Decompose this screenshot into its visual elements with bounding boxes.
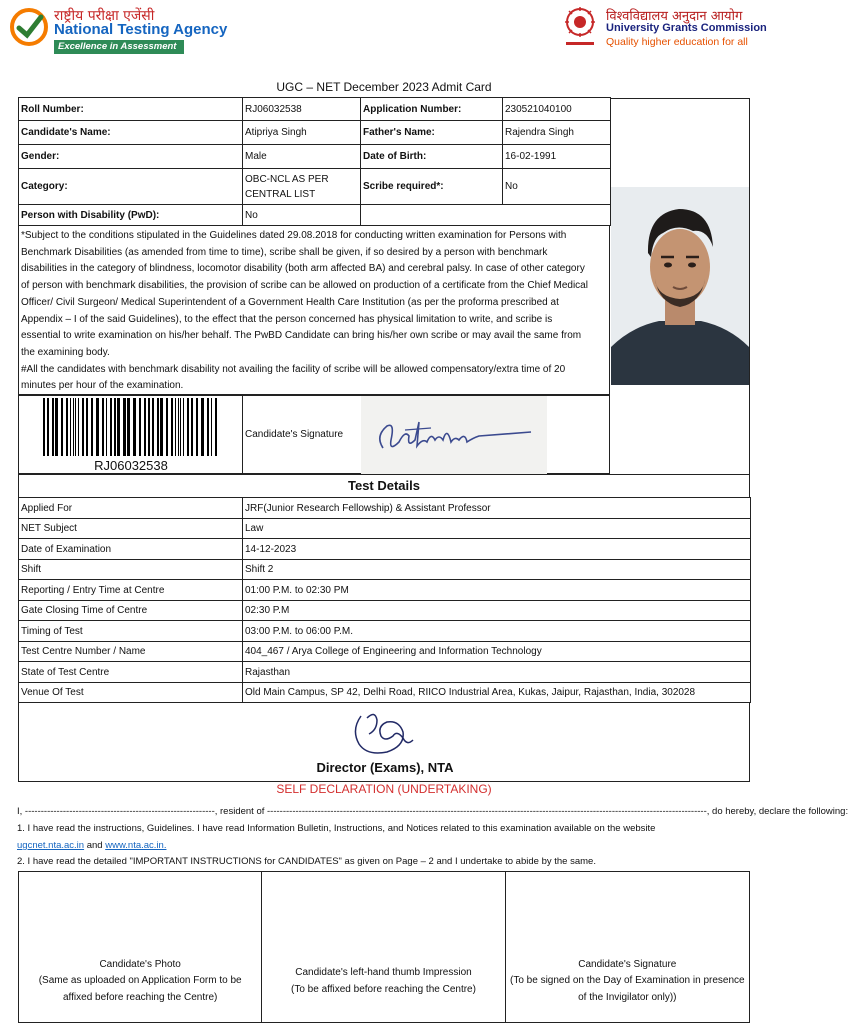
signature-box-line-2: (To be signed on the Day of Examination in presence [510,975,745,986]
ugc-logo [562,6,767,52]
thumb-impression-box [262,872,505,1022]
table-row [19,560,751,580]
test-detail-label: Date of Examination [19,539,243,560]
test-detail-value: 14-12-2023 [243,539,751,560]
nta-logo [10,4,228,56]
candidate-name-label: Candidate's Name: [19,121,243,145]
note-line: Appendix – I of the said Guidelines), to the effect that the person concerned has physical limitation to write, and scribe is [21,313,553,325]
barcode-number: RJ06032538 [94,458,168,473]
test-detail-value: 03:00 P.M. to 06:00 P.M. [243,621,751,642]
candidate-photo-icon [611,187,749,385]
affix-boxes [18,871,750,1023]
photo-box-line-1: Candidate's Photo [99,958,181,970]
nta-name: National Testing Agency [54,21,228,38]
category-line-2: CENTRAL LIST [245,188,316,200]
table-row [19,539,751,560]
empty-cell [361,205,611,226]
table-row [19,98,611,121]
note-line: Benchmark Disabilities (as amended from time to time), scribe shall be given, if so desired by a person with benchmark [21,246,548,258]
father-name-value: Rajendra Singh [503,121,611,145]
nta-emblem-icon [10,8,48,46]
note-line: Officer/ Civil Surgeon/ Medical Superintendent of a Government Health Care Institution (as per the proforma prescribed at [21,296,559,308]
signature-box-label [506,957,749,1007]
director-signature-icon [347,706,417,760]
candidate-photo-box [19,872,262,1022]
table-row [19,683,751,703]
declaration-line-2: 2. I have read the detailed "IMPORTANT INSTRUCTIONS for CANDIDATES" as given on Page – 2 and I undertake to abide by the same. [17,856,596,867]
ugcnet-link[interactable]: ugcnet.nta.ac.in [17,840,85,851]
photo-box-label [19,957,261,1007]
category-label: Category: [19,169,243,205]
test-detail-label: Timing of Test [19,621,243,642]
table-row [19,662,751,683]
director-label: Director (Exams), NTA [316,760,454,775]
test-detail-label: NET Subject [19,519,243,539]
note-line: the examining body. [21,346,110,358]
roll-number-value: RJ06032538 [243,98,361,121]
ugc-name: University Grants Commission [606,22,767,34]
test-details-table [18,497,751,703]
gender-value: Male [243,145,361,169]
self-declaration-title: SELF DECLARATION (UNDERTAKING) [276,782,492,796]
table-row [19,169,611,205]
table-row [19,145,611,169]
test-detail-value: 01:00 P.M. to 02:30 PM [243,580,751,601]
note-line: of person with benchmark disabilities, the provision of scribe can be allowed on production of a certificate from the Chief Medical [21,280,588,292]
table-row [19,519,751,539]
ugc-tagline: Quality higher education for all [606,36,748,48]
father-name-label: Father's Name: [361,121,503,145]
signature-box-line-1: Candidate's Signature [578,958,677,970]
admit-card-title: UGC – NET December 2023 Admit Card [276,80,492,94]
thumb-box-line-2: (To be affixed before reaching the Centre) [291,983,476,995]
note-line: *Subject to the conditions stipulated in the Guidelines dated 29.08.2018 for conducting written examination for Persons with [21,230,567,241]
roll-number-label: Roll Number: [19,98,243,121]
table-row [19,205,611,226]
ugc-hindi-name: विश्वविद्यालय अनुदान आयोग [606,9,743,24]
test-detail-value: Law [243,519,751,539]
declaration-line-1: 1. I have read the instructions, Guidelines. I have read Information Bulletin, Instructions, and Notices related to this examination available on the website [17,823,656,834]
dob-value: 16-02-1991 [503,145,611,169]
candidate-signature-image [361,396,547,474]
note-line: disabilities in the category of blindness, locomotor disability (both arm affected BA) and cerebral palsy. In case of other category [21,263,585,275]
test-detail-value: 02:30 P.M [243,601,751,621]
and-text: and [86,840,103,851]
note-line: essential to write examination on his/her behalf. The PwBD Candidate can bring his/her own scribe or may avail the same from [21,330,582,342]
test-detail-value: Old Main Campus, SP 42, Delhi Road, RIICO Industrial Area, Kukas, Jaipur, Rajasthan, India, 302028 [243,683,751,703]
table-row [19,580,751,601]
table-row [19,642,751,662]
test-details-title: Test Details [18,474,750,498]
note-line: minutes per hour of the examination. [21,380,184,392]
table-row [19,601,751,621]
dob-label: Date of Birth: [361,145,503,169]
table-row [19,621,751,642]
note-line: #All the candidates with benchmark disability not availing the facility of scribe will be allowed compensatory/extra time of 20 [21,363,566,375]
candidate-signature-label: Candidate's Signature [245,429,344,440]
candidate-photo [611,187,749,385]
scribe-guideline-note [18,225,610,395]
scribe-value: No [503,169,611,205]
category-value [243,169,361,205]
thumb-box-label [262,965,504,998]
test-detail-label: Shift [19,560,243,580]
application-number-label: Application Number: [361,98,503,121]
photo-box-line-3: affixed before reaching the Centre) [62,991,218,1003]
test-detail-value: JRF(Junior Research Fellowship) & Assistant Professor [243,498,751,519]
nta-tagline: Excellence in Assessment [54,40,184,54]
table-row [19,121,611,145]
test-detail-label: Gate Closing Time of Centre [19,601,243,621]
test-detail-label: State of Test Centre [19,662,243,683]
category-line-1: OBC-NCL AS PER [245,173,329,185]
pwd-label: Person with Disability (PwD): [19,205,243,226]
test-detail-value: 404_467 / Arya College of Engineering and Information Technology [243,642,751,662]
nta-link[interactable]: www.nta.ac.in. [105,840,167,851]
test-details-section [18,474,750,703]
candidate-name-value: Atipriya Singh [243,121,361,145]
pwd-value: No [243,205,361,226]
table-row [19,498,751,519]
scribe-label: Scribe required*: [361,169,503,205]
thumb-box-line-1: Candidate's left-hand thumb Impression [295,967,472,978]
test-detail-label: Venue Of Test [19,683,243,703]
signature-box-line-3: of the Invigilator only)) [578,991,677,1003]
test-detail-value: Shift 2 [243,560,751,580]
declaration-line-0 [17,806,848,817]
candidate-details-table [18,97,611,226]
barcode-signature-row [18,395,610,474]
application-number-value: 230521040100 [503,98,611,121]
signature-icon [361,396,547,474]
test-detail-label: Reporting / Entry Time at Centre [19,580,243,601]
barcode [19,396,243,474]
test-detail-label: Test Centre Number / Name [19,642,243,662]
declaration-links [17,840,757,851]
declaration-name-blank: I, ------------------------------------------------------------, resident of [17,806,265,817]
gender-label: Gender: [19,145,243,169]
barcode-icon [19,396,243,458]
photo-box-line-2: (Same as uploaded on Application Form to be [38,975,242,986]
test-detail-label: Applied For [19,498,243,519]
ugc-emblem-icon [562,6,598,50]
director-signature-block [18,702,750,782]
test-detail-value: Rajasthan [243,662,751,683]
nta-hindi-name: राष्ट्रीय परीक्षा एजेंसी [54,8,155,24]
declaration-resident-blank: -------------------------------------------------------------------------------------------------------------------------------------------, do hereby, declare the following: [267,806,848,817]
candidate-signature-box [506,872,749,1022]
